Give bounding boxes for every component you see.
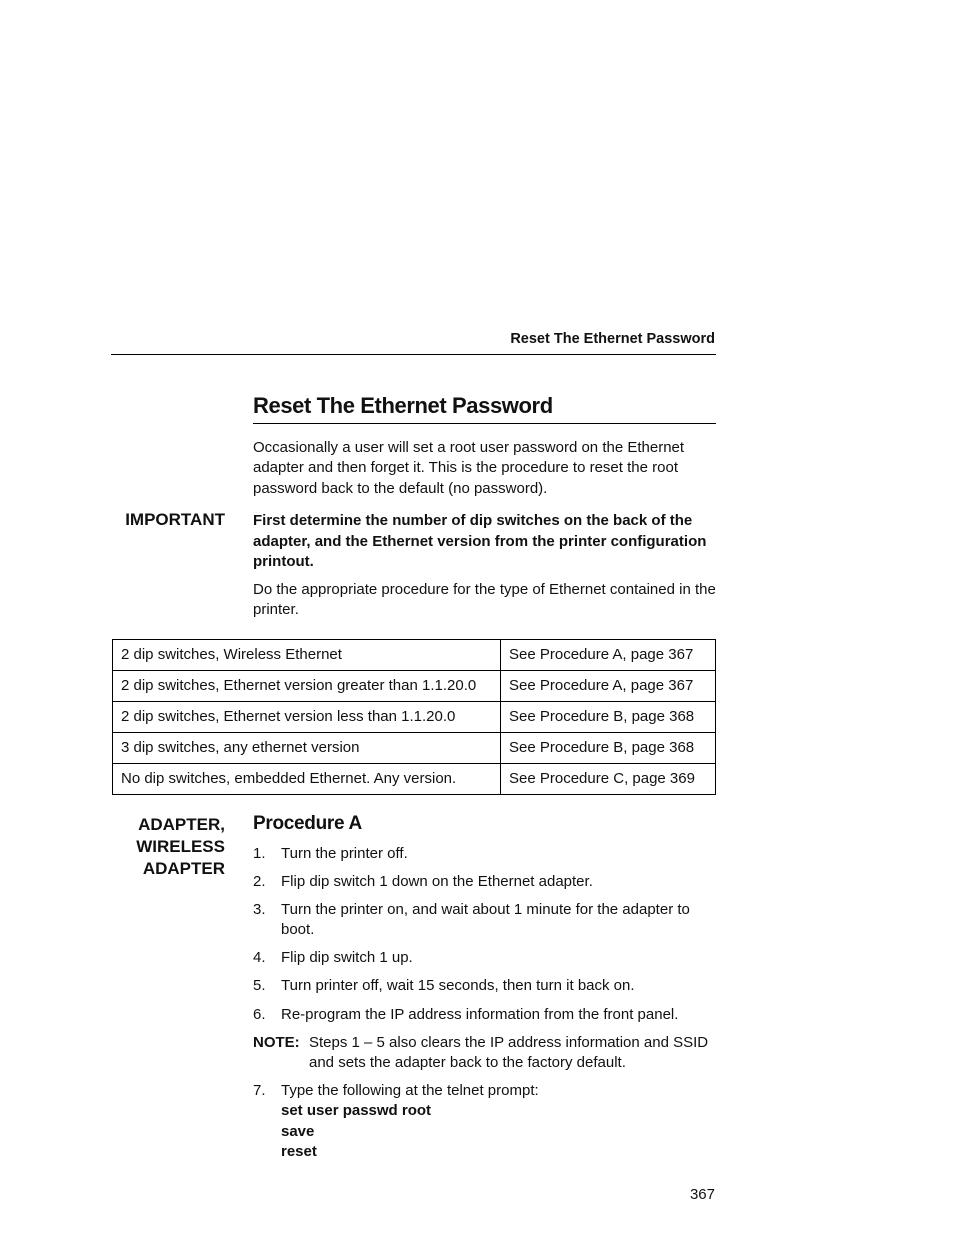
step-text: Turn printer off, wait 15 seconds, then turn it back on. [281, 977, 635, 994]
table-row [113, 702, 716, 733]
step-number: 4. [253, 949, 266, 966]
adapter-side-label [100, 814, 225, 880]
table-row [113, 671, 716, 702]
command-line: save [281, 1122, 315, 1140]
condition-cell: 2 dip switches, Ethernet version less than 1.1.20.0 [113, 702, 501, 733]
step-text: Turn the printer on, and wait about 1 minute for the adapter to boot. [281, 901, 690, 939]
side-label-line: ADAPTER [142, 859, 225, 878]
step-item [253, 1005, 716, 1025]
procedure-ref-cell: See Procedure C, page 369 [501, 764, 716, 795]
step-text: Flip dip switch 1 up. [281, 949, 413, 966]
procedure-a-heading: Procedure A [253, 813, 362, 834]
note-block [253, 1033, 716, 1074]
intro-paragraph: Occasionally a user will set a root user password on the Ethernet adapter and then forget it. This is the procedure to reset the root password back to the default (no password). [253, 439, 685, 497]
step-number: 6. [253, 1006, 266, 1023]
condition-cell: 2 dip switches, Wireless Ethernet [113, 640, 501, 671]
step-text-block [281, 1081, 716, 1162]
step-text: Type the following at the telnet prompt: [281, 1082, 539, 1099]
condition-cell: 2 dip switches, Ethernet version greater than 1.1.20.0 [113, 671, 501, 702]
page-title: Reset The Ethernet Password [253, 393, 716, 424]
step-item [253, 948, 716, 968]
step-text: Flip dip switch 1 down on the Ethernet adapter. [281, 873, 593, 890]
procedure-table [112, 639, 716, 795]
note-text: Steps 1 – 5 also clears the IP address information and SSID and sets the adapter back to the factory default. [309, 1034, 709, 1072]
step-number: 1. [253, 845, 266, 862]
condition-cell: 3 dip switches, any ethernet version [113, 733, 501, 764]
important-text: First determine the number of dip switches on the back of the adapter, and the Ethernet version from the printer configuration printout. [253, 512, 707, 571]
page-number: 367 [689, 1186, 715, 1203]
step-item [253, 1081, 716, 1162]
step-item [253, 900, 716, 941]
command-line: reset [281, 1142, 317, 1160]
step-number: 5. [253, 977, 266, 994]
instruction-paragraph: Do the appropriate procedure for the type of Ethernet contained in the printer. [253, 581, 716, 619]
step-text: Turn the printer off. [281, 845, 408, 862]
procedure-ref-cell: See Procedure B, page 368 [501, 733, 716, 764]
step-text: Re-program the IP address information from the front panel. [281, 1006, 679, 1023]
condition-cell: No dip switches, embedded Ethernet. Any version. [113, 764, 501, 795]
header-rule [111, 354, 716, 355]
running-header: Reset The Ethernet Password [510, 331, 715, 347]
procedure-ref-cell: See Procedure A, page 367 [501, 671, 716, 702]
side-label-line: ADAPTER, [138, 815, 225, 834]
step-item [253, 976, 716, 996]
important-label: IMPORTANT [125, 510, 225, 529]
table-row [113, 640, 716, 671]
step-item [253, 844, 716, 864]
table-row [113, 764, 716, 795]
side-label-line: WIRELESS [136, 837, 225, 856]
step-number: 2. [253, 873, 266, 890]
step-number: 7. [253, 1082, 266, 1099]
command-line: set user passwd root [281, 1102, 432, 1120]
note-label: NOTE: [253, 1034, 300, 1051]
procedure-ref-cell: See Procedure A, page 367 [501, 640, 716, 671]
step-number: 3. [253, 901, 266, 918]
table-row [113, 733, 716, 764]
step-item [253, 872, 716, 892]
procedure-ref-cell: See Procedure B, page 368 [501, 702, 716, 733]
